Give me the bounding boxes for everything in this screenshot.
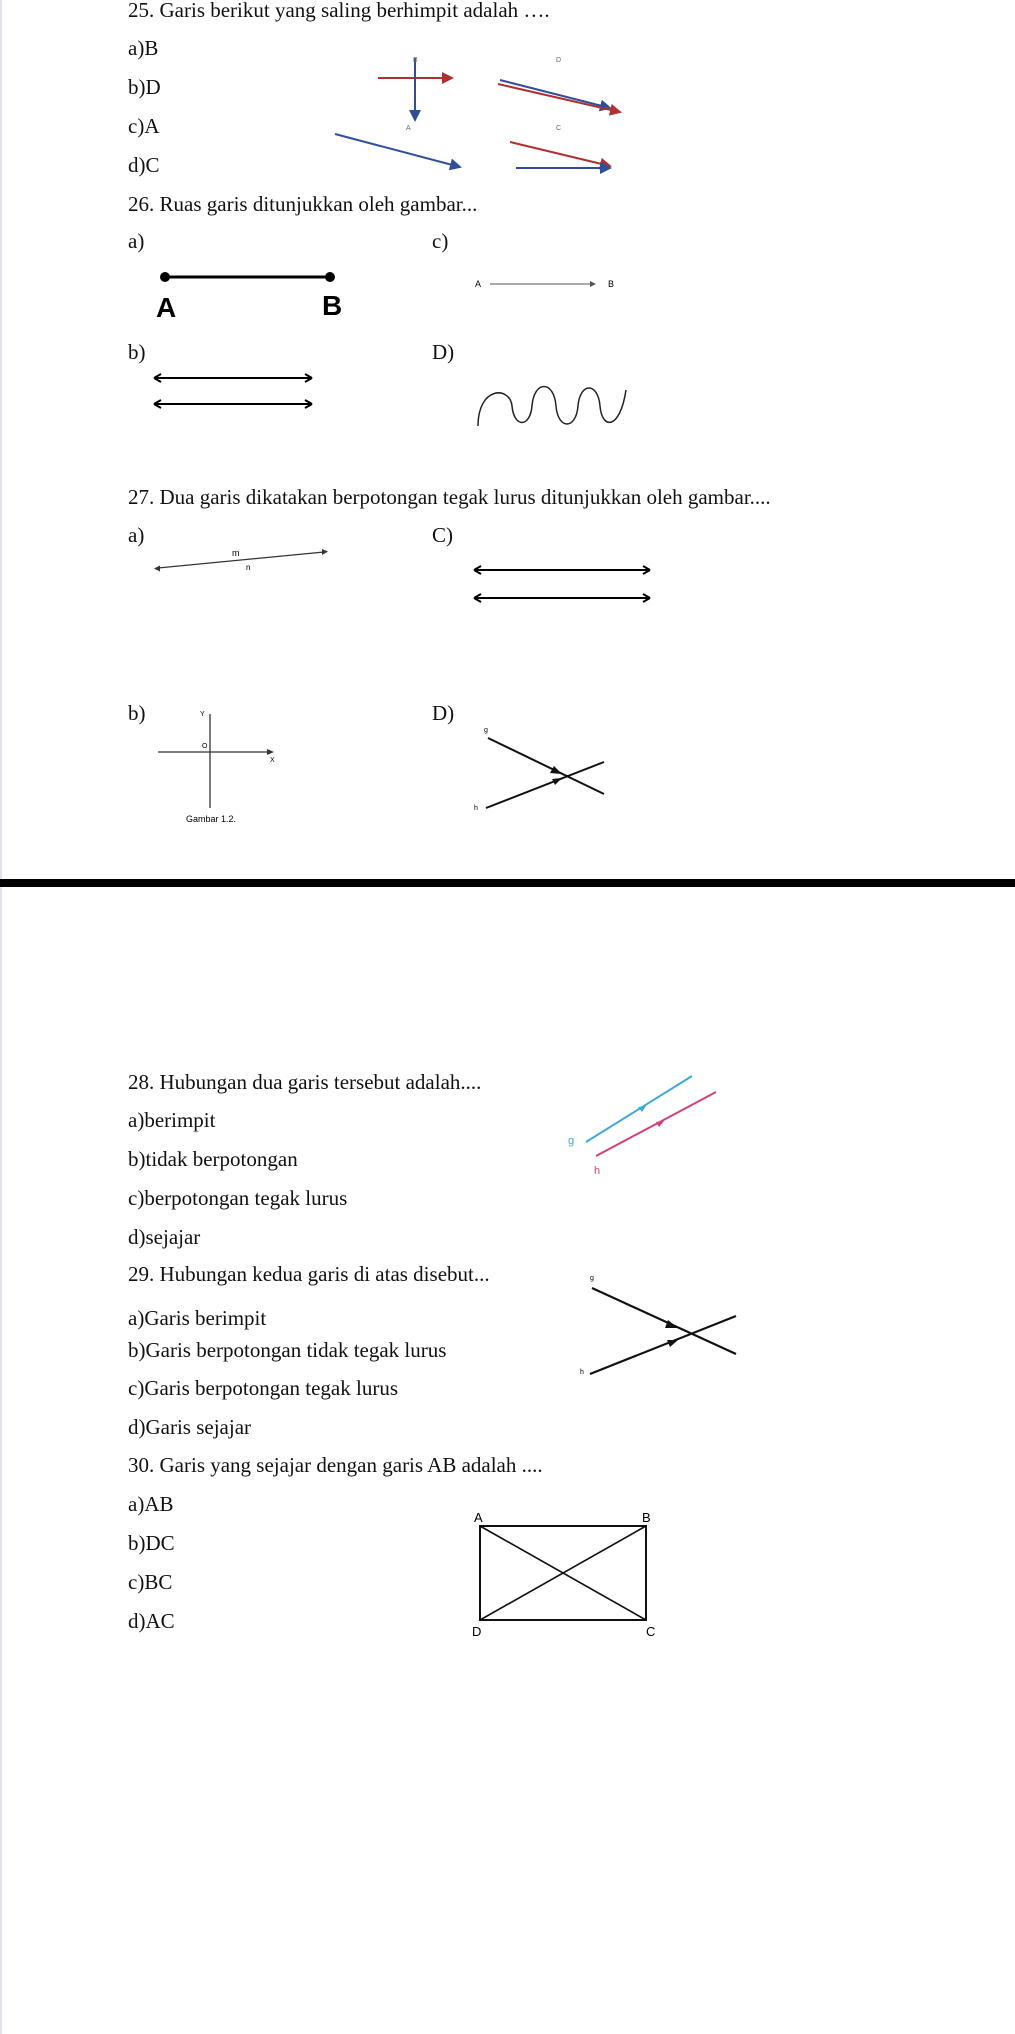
q27-option-c[interactable]: C) — [432, 523, 453, 547]
q30-option-c[interactable]: c)BC — [128, 1570, 173, 1594]
q26-question: 26. Ruas garis ditunjukkan oleh gambar... — [128, 192, 478, 216]
q29-figure-intersecting — [570, 1270, 740, 1390]
q25-fig-b-perpendicular — [378, 57, 452, 120]
q27-fig-b-label-o: O — [202, 743, 208, 750]
q25-fig-a-slanted — [335, 125, 460, 167]
q26-option-c[interactable]: c) — [432, 229, 449, 253]
q28-option-b[interactable]: b)tidak berpotongan — [128, 1147, 298, 1171]
q25-letter-a: A — [406, 125, 411, 132]
q25-figure — [330, 42, 630, 182]
q28-option-d[interactable]: d)sejajar — [128, 1225, 201, 1249]
q28-option-a[interactable]: a)berimpit — [128, 1108, 216, 1132]
q29-fig-label-h: h — [580, 1369, 584, 1376]
q27-fig-b-perpendicular — [152, 704, 292, 824]
q25-fig-c-intersect — [510, 125, 610, 168]
q28-figure-parallel — [560, 1070, 730, 1180]
q27-fig-d-label-g: g — [484, 727, 488, 734]
q27-option-a[interactable]: a) — [128, 523, 145, 547]
q25-letter-d: D — [556, 57, 562, 64]
q29-question: 29. Hubungan kedua garis di atas disebut... — [128, 1262, 490, 1286]
q27-fig-b-label-y: Y — [200, 711, 205, 718]
q30-fig-label-b: B — [642, 1510, 651, 1525]
q30-question: 30. Garis yang sejajar dengan garis AB adalah .... — [128, 1453, 543, 1477]
q28-fig-label-h: h — [594, 1165, 601, 1177]
q29-option-a[interactable]: a)Garis berimpit — [128, 1306, 267, 1330]
q26-option-b[interactable]: b) — [128, 340, 146, 364]
q26-option-a[interactable]: a) — [128, 229, 145, 253]
q26-fig-c-label-a: A — [475, 279, 482, 289]
q29-option-c[interactable]: c)Garis berpotongan tegak lurus — [128, 1376, 398, 1400]
q27-fig-c-parallel — [470, 558, 660, 608]
q26-fig-a-label-b: B — [322, 290, 343, 321]
q30-option-a[interactable]: a)AB — [128, 1492, 174, 1516]
q30-fig-label-d: D — [472, 1624, 482, 1639]
page-left-edge — [0, 0, 2, 2034]
q27-fig-b-label-x: X — [270, 757, 275, 764]
q27-option-b[interactable]: b) — [128, 701, 146, 725]
q26-fig-b-two-lines — [150, 368, 320, 418]
q28-question: 28. Hubungan dua garis tersebut adalah.... — [128, 1070, 482, 1094]
q25-fig-d-coincident — [498, 57, 620, 112]
q27-fig-a-parallel-slanted — [152, 540, 332, 580]
q30-option-d[interactable]: d)AC — [128, 1609, 175, 1633]
q30-fig-label-a: A — [474, 1510, 483, 1525]
q27-fig-a-label-m: m — [232, 548, 240, 558]
q27-option-d[interactable]: D) — [432, 701, 455, 725]
q25-letter-c: C — [556, 125, 562, 132]
q29-option-d[interactable]: d)Garis sejajar — [128, 1415, 252, 1439]
q25-option-d[interactable]: d)C — [128, 153, 160, 177]
q25-option-c[interactable]: c)A — [128, 114, 160, 138]
q30-fig-label-c: C — [646, 1624, 656, 1639]
q28-fig-label-g: g — [568, 1135, 575, 1147]
q27-fig-b-caption: Gambar 1.2. — [186, 814, 237, 824]
q26-fig-c-ray — [470, 274, 640, 294]
q27-fig-d-label-h: h — [474, 805, 478, 812]
q27-question: 27. Dua garis dikatakan berpotongan tegak lurus ditunjukkan oleh gambar.... — [128, 485, 771, 509]
q26-fig-a-segment — [150, 265, 350, 325]
q30-option-b[interactable]: b)DC — [128, 1531, 175, 1555]
q25-option-b[interactable]: b)D — [128, 75, 161, 99]
q25-question: 25. Garis berikut yang saling berhimpit adalah …. — [128, 0, 550, 22]
q28-option-c[interactable]: c)berpotongan tegak lurus — [128, 1186, 348, 1210]
q25-letter-b: B — [413, 57, 418, 64]
q29-option-b[interactable]: b)Garis berpotongan tidak tegak lurus — [128, 1338, 447, 1362]
q25-option-a[interactable]: a)B — [128, 36, 159, 60]
q26-fig-c-label-b: B — [608, 279, 615, 289]
q30-figure-rectangle — [466, 1510, 666, 1640]
q27-fig-a-label-n: n — [246, 563, 251, 572]
q29-fig-label-g: g — [590, 1275, 594, 1282]
q26-fig-a-label-a: A — [156, 292, 177, 323]
q26-option-d[interactable]: D) — [432, 340, 455, 364]
q27-fig-d-intersecting — [470, 722, 620, 822]
page-separator-bar — [0, 879, 1015, 887]
q26-fig-d-curve — [470, 366, 650, 446]
